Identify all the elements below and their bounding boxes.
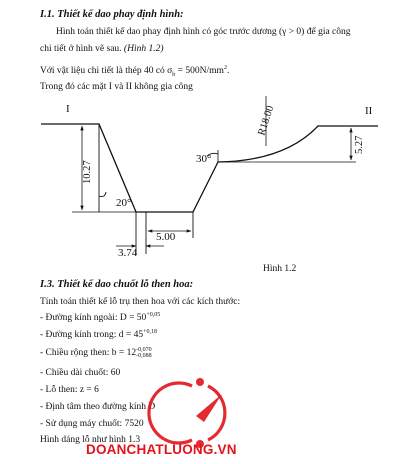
inner-diameter-tolerance: +0,18 bbox=[143, 328, 158, 335]
watermark-arc-left bbox=[149, 383, 192, 443]
broach-length-line: - Chiều dài chuốt: 60 bbox=[40, 368, 121, 378]
shape-note-line: Hình dáng lỗ như hình 1.3 bbox=[40, 435, 141, 445]
angle-left-label: 20° bbox=[116, 197, 132, 209]
material-prefix: Với vật liệu chi tiết là thép 40 có σ bbox=[40, 66, 173, 76]
radius-label: R18.00 bbox=[256, 104, 277, 137]
section1-heading: I.1. Thiết kế dao phay định hình: bbox=[40, 9, 184, 20]
section2-heading: I.3. Thiết kế dao chuốt lỗ then hoa: bbox=[40, 279, 194, 290]
dim-right-height: 5.27 bbox=[354, 135, 365, 154]
watermark-dot-top bbox=[196, 378, 204, 386]
angle-right-label: 30° bbox=[196, 153, 212, 165]
key-width-line bbox=[40, 347, 152, 359]
inner-diameter-line bbox=[40, 330, 157, 340]
profile-drawing bbox=[0, 88, 420, 268]
section2-intro: Tính toán thiết kế lỗ trụ then hoa với các kích thước: bbox=[40, 297, 241, 307]
inner-diameter-label: - Đường kính trong: d = 45 bbox=[40, 330, 144, 340]
angle-left-arc bbox=[99, 192, 106, 197]
centering-line: - Định tâm theo đường kính D bbox=[40, 402, 156, 412]
material-suffix: = 500N/mm bbox=[175, 66, 224, 76]
surface-label-I: I bbox=[66, 103, 70, 115]
section1-para1-line2-text: chi tiết ở hình vẽ sau. bbox=[40, 44, 122, 54]
watermark-arc-right bbox=[208, 386, 225, 440]
material-sub: b bbox=[172, 71, 176, 78]
key-width-label: - Chiều rộng then: b = 12 bbox=[40, 348, 137, 359]
dim-left-height: 10.27 bbox=[82, 160, 93, 184]
dim-bottom-right: 5.00 bbox=[156, 231, 176, 243]
surface-label-II: II bbox=[365, 105, 373, 117]
key-width-tolerance-lower: -0,088 bbox=[136, 353, 152, 359]
material-end: . bbox=[226, 66, 230, 76]
material-sup: 2 bbox=[223, 64, 227, 71]
outer-diameter-tolerance: +0,05 bbox=[146, 311, 161, 318]
key-width-tolerance bbox=[136, 347, 152, 359]
outer-diameter-label: - Đường kính ngoài: D = 50 bbox=[40, 313, 147, 323]
watermark-needle bbox=[196, 394, 222, 422]
section1-material-line bbox=[40, 66, 229, 76]
section1-para1-line2 bbox=[40, 44, 164, 54]
section1-para1-line1: Hình toán thiết kế dao phay định hình có góc trước dương (γ > 0) để gia công bbox=[56, 27, 351, 37]
machine-line: - Sử dụng máy chuốt: 7520 bbox=[40, 419, 144, 429]
section1-surfaces-note: Trong đó các mặt I và II không gia công bbox=[40, 82, 193, 92]
slot-count-line: - Lỗ then: z = 6 bbox=[40, 385, 99, 395]
key-width-tolerance-upper: -0,070 bbox=[136, 347, 152, 353]
figure-caption: Hình 1.2 bbox=[263, 264, 297, 274]
outer-diameter-line bbox=[40, 313, 160, 323]
watermark-text: DOANCHATLUONG.VN bbox=[86, 442, 237, 457]
section1-figure-reference: (Hình 1.2) bbox=[123, 44, 164, 54]
dim-bottom-left: 3.74 bbox=[118, 247, 138, 259]
